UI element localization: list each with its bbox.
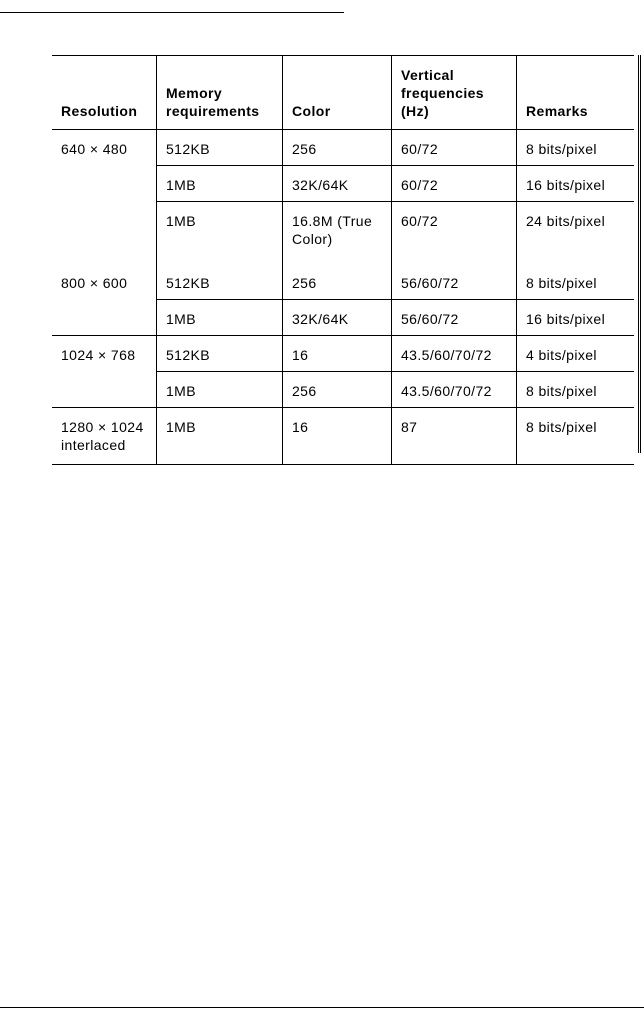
cell-frequencies: 87 <box>392 408 517 465</box>
cell-frequencies: 43.5/60/70/72 <box>392 336 517 372</box>
cell-color: 16 <box>283 336 392 372</box>
cell-frequencies: 60/72 <box>392 130 517 166</box>
cell-color: 256 <box>283 264 392 300</box>
table-row <box>52 202 634 265</box>
cell-frequencies: 56/60/72 <box>392 300 517 336</box>
cell-memory: 512KB <box>157 130 283 166</box>
cell-remarks: 16 bits/pixel <box>517 300 635 336</box>
cell-remarks: 16 bits/pixel <box>517 166 635 202</box>
cell-remarks: 8 bits/pixel <box>526 275 597 291</box>
cell-resolution: 800 × 600 <box>52 264 157 300</box>
table-row <box>52 408 634 465</box>
change-bar <box>638 55 641 453</box>
table-row <box>52 166 634 202</box>
cell-memory: 1MB <box>157 372 283 408</box>
cell-color: 16 <box>283 408 392 465</box>
cell-frequencies: 43.5/60/70/72 <box>392 372 517 408</box>
cell-remarks: 4 bits/pixel <box>517 336 635 372</box>
resolution-spec-table <box>52 55 634 465</box>
table-row <box>52 264 634 300</box>
header-color: Color <box>283 56 392 130</box>
cell-resolution: 1280 × 1024 interlaced <box>52 408 157 465</box>
cell-color: 256 <box>283 372 392 408</box>
cell-remarks: 24 bits/pixel <box>517 202 635 265</box>
table-row <box>52 372 634 408</box>
header-memory: Memory requirements <box>157 56 283 130</box>
cell-memory: 1MB <box>157 300 283 336</box>
cell-memory: 1MB <box>157 166 283 202</box>
cell-resolution <box>52 166 157 202</box>
cell-resolution: 1024 × 768 <box>52 336 157 372</box>
cell-memory: 512KB <box>157 264 283 300</box>
cell-color: 32K/64K <box>283 166 392 202</box>
cell-memory: 1MB <box>157 202 283 265</box>
table-row <box>52 300 634 336</box>
cell-remarks: 8 bits/pixel <box>526 141 597 157</box>
cell-color: 256 <box>283 130 392 166</box>
table-row <box>52 336 634 372</box>
cell-frequencies: 56/60/72 <box>392 264 517 300</box>
cell-remarks: 8 bits/pixel <box>517 372 635 408</box>
cell-memory: 1MB <box>157 408 283 465</box>
cell-color: 32K/64K <box>283 300 392 336</box>
table-header-row <box>52 56 634 130</box>
cell-color: 16.8M (True Color) <box>283 202 392 265</box>
header-remarks: Remarks <box>517 56 635 130</box>
cell-frequencies: 60/72 <box>392 202 517 265</box>
bottom-rule <box>0 1007 644 1008</box>
cell-resolution <box>52 372 157 408</box>
cell-memory: 512KB <box>157 336 283 372</box>
cell-resolution <box>52 300 157 336</box>
header-vertical-frequencies: Vertical frequencies (Hz) <box>392 56 517 130</box>
cell-remarks: 8 bits/pixel <box>517 408 635 465</box>
table-row <box>52 130 634 166</box>
cell-resolution: 640 × 480 <box>52 130 157 166</box>
cell-frequencies: 60/72 <box>392 166 517 202</box>
cell-resolution <box>52 202 157 265</box>
top-rule <box>0 12 344 13</box>
header-resolution: Resolution <box>52 56 157 130</box>
